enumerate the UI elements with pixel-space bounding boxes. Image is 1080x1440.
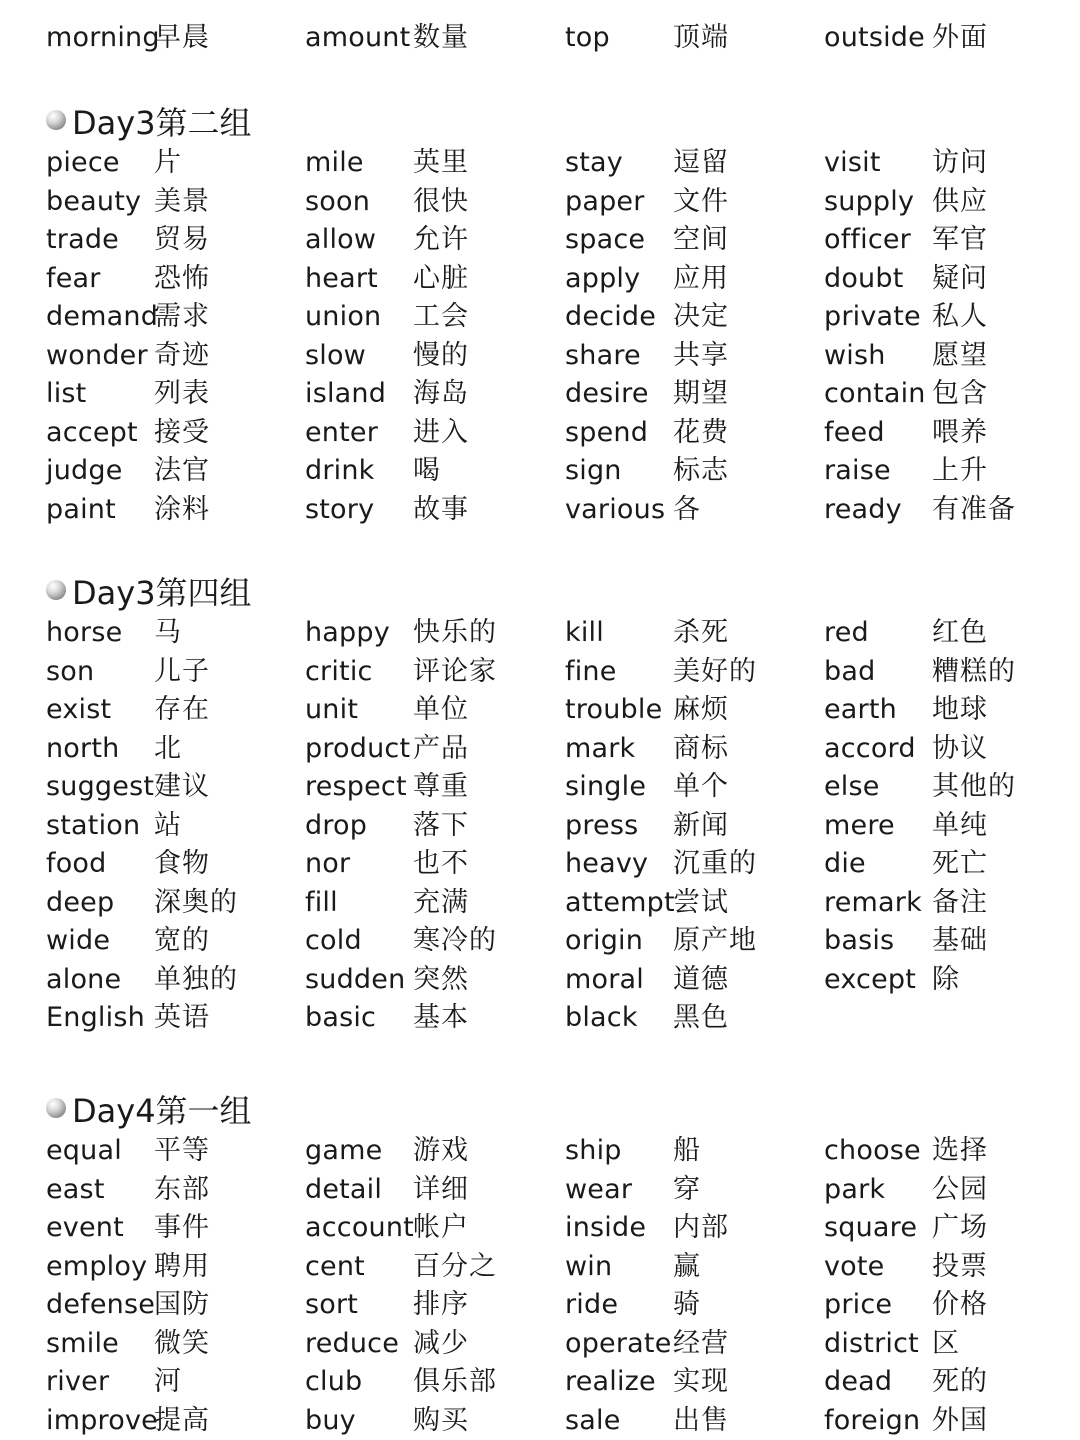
english-word: morning: [46, 22, 160, 53]
chinese-translation: 故事: [413, 493, 469, 525]
english-word: employ: [46, 1250, 148, 1282]
section-title: Day3第四组: [72, 574, 252, 612]
english-word: cent: [305, 1250, 365, 1282]
chinese-translation: 期望: [673, 378, 729, 409]
chinese-translation: 红色: [932, 617, 988, 648]
chinese-translation: 美好的: [673, 655, 757, 687]
english-word: enter: [305, 416, 379, 448]
chinese-translation: 原产地: [673, 925, 757, 956]
chinese-translation: 内部: [673, 1212, 729, 1243]
word-row: [0, 614, 1080, 652]
english-word: wish: [824, 339, 886, 371]
chinese-translation: 很快: [413, 185, 469, 217]
word-row: [0, 961, 1080, 999]
chinese-translation: 深奥的: [154, 886, 238, 918]
chinese-translation: 贸易: [154, 224, 210, 255]
english-word: attempt: [565, 886, 675, 918]
chinese-translation: 公园: [932, 1173, 988, 1205]
chinese-translation: 聘用: [154, 1250, 210, 1282]
english-word: food: [46, 848, 107, 879]
english-word: spend: [565, 416, 649, 448]
section-title: Day3第二组: [72, 104, 252, 142]
chinese-translation: 糟糕的: [932, 655, 1016, 687]
chinese-translation: 逗留: [673, 147, 729, 178]
chinese-translation: 基础: [932, 925, 988, 956]
chinese-translation: 尝试: [673, 886, 729, 918]
chinese-translation: 共享: [673, 339, 729, 371]
english-word: contain: [824, 378, 926, 409]
english-word: wear: [565, 1173, 633, 1205]
chinese-translation: 死亡: [932, 848, 988, 879]
english-word: private: [824, 301, 921, 332]
english-word: vote: [824, 1250, 885, 1282]
english-word: press: [565, 809, 639, 841]
word-row: [0, 414, 1080, 452]
chinese-translation: 出售: [673, 1404, 729, 1436]
chinese-translation: 实现: [673, 1366, 729, 1397]
english-word: soon: [305, 185, 371, 217]
english-word: mark: [565, 732, 636, 764]
word-row: [0, 221, 1080, 259]
english-word: union: [305, 301, 382, 332]
chinese-translation: 商标: [673, 732, 729, 764]
section-heading: [46, 568, 252, 614]
english-word: wide: [46, 925, 111, 956]
chinese-translation: 外面: [932, 22, 988, 53]
english-word: unit: [305, 694, 359, 725]
chinese-translation: 道德: [673, 963, 729, 995]
english-word: defense: [46, 1289, 156, 1320]
english-word: basic: [305, 1002, 377, 1033]
english-word: square: [824, 1212, 918, 1243]
english-word: supply: [824, 185, 915, 217]
chinese-translation: 列表: [154, 378, 210, 409]
english-word: operate: [565, 1327, 672, 1359]
chinese-translation: 百分之: [413, 1250, 497, 1282]
chinese-translation: 军官: [932, 224, 988, 255]
chinese-translation: 经营: [673, 1327, 729, 1359]
chinese-translation: 私人: [932, 301, 988, 332]
english-word: piece: [46, 147, 120, 178]
word-row: [0, 1363, 1080, 1401]
chinese-translation: 备注: [932, 886, 988, 918]
english-word: respect: [305, 771, 407, 802]
chinese-translation: 访问: [932, 147, 988, 178]
english-word: slow: [305, 339, 366, 371]
word-row: [0, 653, 1080, 691]
english-word: district: [824, 1327, 919, 1359]
english-word: game: [305, 1135, 383, 1166]
english-word: foreign: [824, 1404, 921, 1436]
chinese-translation: 除: [932, 963, 960, 995]
chinese-translation: 顶端: [673, 22, 729, 53]
chinese-translation: 平等: [154, 1135, 210, 1166]
english-word: island: [305, 378, 387, 409]
english-word: red: [824, 617, 869, 648]
chinese-translation: 充满: [413, 886, 469, 918]
chinese-translation: 也不: [413, 848, 469, 879]
word-row: [0, 491, 1080, 529]
word-row: [0, 768, 1080, 806]
english-word: sale: [565, 1404, 621, 1436]
chinese-translation: 事件: [154, 1212, 210, 1243]
english-word: except: [824, 963, 917, 995]
english-word: fear: [46, 262, 101, 294]
chinese-translation: 产品: [413, 732, 469, 764]
chinese-translation: 愿望: [932, 339, 988, 371]
english-word: son: [46, 655, 95, 687]
chinese-translation: 选择: [932, 1135, 988, 1166]
word-row: [0, 298, 1080, 336]
chinese-translation: 站: [154, 809, 182, 841]
english-word: east: [46, 1173, 105, 1205]
english-word: mile: [305, 147, 364, 178]
chinese-translation: 法官: [154, 455, 210, 486]
english-word: happy: [305, 617, 390, 648]
chinese-translation: 标志: [673, 455, 729, 486]
english-word: stay: [565, 147, 623, 178]
chinese-translation: 评论家: [413, 655, 497, 687]
chinese-translation: 数量: [413, 22, 469, 53]
english-word: various: [565, 493, 666, 525]
chinese-translation: 儿子: [154, 655, 210, 687]
chinese-translation: 允许: [413, 224, 469, 255]
english-word: club: [305, 1366, 363, 1397]
chinese-translation: 排序: [413, 1289, 469, 1320]
english-word: alone: [46, 963, 122, 995]
english-word: dead: [824, 1366, 893, 1397]
english-word: heavy: [565, 848, 649, 879]
english-word: horse: [46, 617, 123, 648]
chinese-translation: 需求: [154, 301, 210, 332]
english-word: share: [565, 339, 641, 371]
english-word: nor: [305, 848, 351, 879]
english-word: officer: [824, 224, 911, 255]
english-word: win: [565, 1250, 613, 1282]
word-row: [0, 1402, 1080, 1440]
english-word: reduce: [305, 1327, 400, 1359]
chinese-translation: 突然: [413, 963, 469, 995]
chinese-translation: 游戏: [413, 1135, 469, 1166]
english-word: moral: [565, 963, 644, 995]
english-word: amount: [305, 22, 411, 53]
english-word: suggest: [46, 771, 155, 802]
english-word: ready: [824, 493, 902, 525]
word-row: [0, 19, 1080, 57]
word-row: [0, 337, 1080, 375]
chinese-translation: 决定: [673, 301, 729, 332]
word-row: [0, 922, 1080, 960]
chinese-translation: 穿: [673, 1173, 701, 1205]
english-word: heart: [305, 262, 378, 294]
chinese-translation: 涂料: [154, 493, 210, 525]
chinese-translation: 俱乐部: [413, 1366, 497, 1397]
chinese-translation: 心脏: [413, 262, 469, 294]
chinese-translation: 空间: [673, 224, 729, 255]
chinese-translation: 沉重的: [673, 848, 757, 879]
chinese-translation: 应用: [673, 262, 729, 294]
chinese-translation: 接受: [154, 416, 210, 448]
chinese-translation: 黑色: [673, 1002, 729, 1033]
chinese-translation: 恐怖: [154, 262, 210, 294]
word-row: [0, 1132, 1080, 1170]
chinese-translation: 工会: [413, 301, 469, 332]
english-word: accept: [46, 416, 138, 448]
english-word: wonder: [46, 339, 148, 371]
chinese-translation: 减少: [413, 1327, 469, 1359]
word-row: [0, 260, 1080, 298]
word-row: [0, 1286, 1080, 1324]
english-word: black: [565, 1002, 638, 1033]
english-word: choose: [824, 1135, 921, 1166]
english-word: earth: [824, 694, 897, 725]
chinese-translation: 食物: [154, 848, 210, 879]
english-word: paint: [46, 493, 116, 525]
english-word: price: [824, 1289, 893, 1320]
chinese-translation: 东部: [154, 1173, 210, 1205]
english-word: ride: [565, 1289, 619, 1320]
chinese-translation: 价格: [932, 1289, 988, 1320]
english-word: exist: [46, 694, 112, 725]
english-word: smile: [46, 1327, 119, 1359]
word-row: [0, 845, 1080, 883]
chinese-translation: 喂养: [932, 416, 988, 448]
english-word: space: [565, 224, 646, 255]
bullet-icon: [46, 110, 66, 130]
chinese-translation: 投票: [932, 1250, 988, 1282]
chinese-translation: 快乐的: [413, 617, 497, 648]
english-word: kill: [565, 617, 604, 648]
chinese-translation: 赢: [673, 1250, 701, 1282]
english-word: deep: [46, 886, 115, 918]
chinese-translation: 疑问: [932, 262, 988, 294]
english-word: inside: [565, 1212, 647, 1243]
word-row: [0, 183, 1080, 221]
chinese-translation: 微笑: [154, 1327, 210, 1359]
chinese-translation: 外国: [932, 1404, 988, 1436]
english-word: demand: [46, 301, 159, 332]
chinese-translation: 有准备: [932, 493, 1016, 525]
word-row: [0, 1171, 1080, 1209]
english-word: sort: [305, 1289, 359, 1320]
chinese-translation: 单独的: [154, 963, 238, 995]
chinese-translation: 建议: [154, 771, 210, 802]
english-word: mere: [824, 809, 895, 841]
english-word: buy: [305, 1404, 356, 1436]
english-word: apply: [565, 262, 641, 294]
word-row: [0, 452, 1080, 490]
chinese-translation: 包含: [932, 378, 988, 409]
english-word: critic: [305, 655, 373, 687]
chinese-translation: 马: [154, 617, 182, 648]
english-word: outside: [824, 22, 925, 53]
english-word: drink: [305, 455, 375, 486]
chinese-translation: 协议: [932, 732, 988, 764]
chinese-translation: 购买: [413, 1404, 469, 1436]
chinese-translation: 海岛: [413, 378, 469, 409]
word-row: [0, 144, 1080, 182]
chinese-translation: 单位: [413, 694, 469, 725]
chinese-translation: 落下: [413, 809, 469, 841]
chinese-translation: 美景: [154, 185, 210, 217]
english-word: park: [824, 1173, 886, 1205]
english-word: improve: [46, 1404, 158, 1436]
english-word: story: [305, 493, 375, 525]
chinese-translation: 基本: [413, 1002, 469, 1033]
chinese-translation: 区: [932, 1327, 960, 1359]
chinese-translation: 存在: [154, 694, 210, 725]
chinese-translation: 提高: [154, 1404, 210, 1436]
english-word: paper: [565, 185, 645, 217]
chinese-translation: 骑: [673, 1289, 701, 1320]
english-word: basis: [824, 925, 895, 956]
english-word: trouble: [565, 694, 663, 725]
english-word: north: [46, 732, 120, 764]
chinese-translation: 供应: [932, 185, 988, 217]
chinese-translation: 地球: [932, 694, 988, 725]
english-word: decide: [565, 301, 657, 332]
word-row: [0, 691, 1080, 729]
english-word: beauty: [46, 185, 142, 217]
english-word: ship: [565, 1135, 622, 1166]
chinese-translation: 帐户: [413, 1212, 469, 1243]
english-word: single: [565, 771, 647, 802]
english-word: event: [46, 1212, 124, 1243]
english-word: product: [305, 732, 411, 764]
chinese-translation: 片: [154, 147, 182, 178]
chinese-translation: 其他的: [932, 771, 1016, 802]
word-row: [0, 1248, 1080, 1286]
chinese-translation: 英语: [154, 1002, 210, 1033]
chinese-translation: 文件: [673, 185, 729, 217]
chinese-translation: 新闻: [673, 809, 729, 841]
chinese-translation: 宽的: [154, 925, 210, 956]
english-word: sign: [565, 455, 622, 486]
chinese-translation: 尊重: [413, 771, 469, 802]
english-word: die: [824, 848, 866, 879]
english-word: fine: [565, 655, 617, 687]
english-word: remark: [824, 886, 922, 918]
chinese-translation: 单纯: [932, 809, 988, 841]
chinese-translation: 奇迹: [154, 339, 210, 371]
english-word: raise: [824, 455, 891, 486]
word-row: [0, 807, 1080, 845]
word-row: [0, 730, 1080, 768]
chinese-translation: 广场: [932, 1212, 988, 1243]
chinese-translation: 上升: [932, 455, 988, 486]
chinese-translation: 单个: [673, 771, 729, 802]
bullet-icon: [46, 580, 66, 600]
english-word: account: [305, 1212, 414, 1243]
chinese-translation: 杀死: [673, 617, 729, 648]
english-word: fill: [305, 886, 338, 918]
word-row: [0, 375, 1080, 413]
chinese-translation: 船: [673, 1135, 701, 1166]
english-word: else: [824, 771, 880, 802]
english-word: realize: [565, 1366, 656, 1397]
chinese-translation: 慢的: [413, 339, 469, 371]
english-word: detail: [305, 1173, 383, 1205]
chinese-translation: 早晨: [154, 22, 210, 53]
english-word: equal: [46, 1135, 122, 1166]
section-heading: [46, 98, 252, 144]
chinese-translation: 喝: [413, 455, 441, 486]
english-word: allow: [305, 224, 377, 255]
english-word: accord: [824, 732, 916, 764]
english-word: visit: [824, 147, 881, 178]
english-word: doubt: [824, 262, 904, 294]
chinese-translation: 花费: [673, 416, 729, 448]
chinese-translation: 详细: [413, 1173, 469, 1205]
english-word: top: [565, 22, 610, 53]
chinese-translation: 北: [154, 732, 182, 764]
english-word: trade: [46, 224, 119, 255]
english-word: station: [46, 809, 141, 841]
bullet-icon: [46, 1098, 66, 1118]
section-heading: [46, 1086, 252, 1132]
chinese-translation: 国防: [154, 1289, 210, 1320]
chinese-translation: 各: [673, 493, 701, 525]
chinese-translation: 死的: [932, 1366, 988, 1397]
chinese-translation: 河: [154, 1366, 182, 1397]
english-word: cold: [305, 925, 362, 956]
chinese-translation: 英里: [413, 147, 469, 178]
english-word: sudden: [305, 963, 406, 995]
chinese-translation: 进入: [413, 416, 469, 448]
section-title: Day4第一组: [72, 1092, 252, 1130]
english-word: feed: [824, 416, 885, 448]
chinese-translation: 寒冷的: [413, 925, 497, 956]
english-word: English: [46, 1002, 145, 1033]
chinese-translation: 麻烦: [673, 694, 729, 725]
english-word: bad: [824, 655, 876, 687]
word-row: [0, 1209, 1080, 1247]
english-word: list: [46, 378, 87, 409]
word-row: [0, 884, 1080, 922]
english-word: origin: [565, 925, 644, 956]
english-word: judge: [46, 455, 123, 486]
word-row: [0, 999, 1080, 1037]
word-row: [0, 1325, 1080, 1363]
english-word: river: [46, 1366, 110, 1397]
english-word: drop: [305, 809, 368, 841]
english-word: desire: [565, 378, 649, 409]
